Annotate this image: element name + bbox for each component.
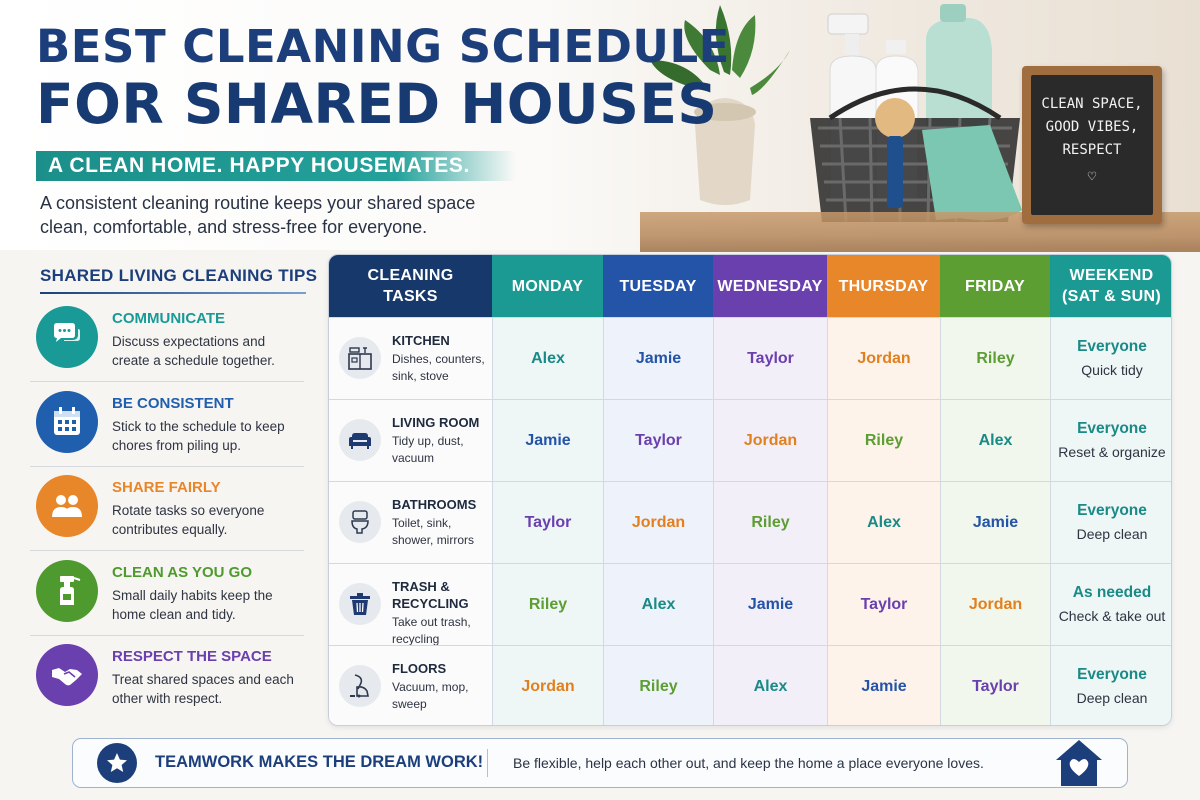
header-sublabel: (SAT & SUN) [1062,288,1161,305]
assignee-cell: Jamie [713,564,827,646]
task-description: Take out trash, recycling [392,615,471,646]
letter-board [1022,66,1162,224]
header-label: TUESDAY [619,277,697,295]
weekend-assignee: Everyone [1077,502,1147,519]
header-day [940,255,1050,317]
assignee-cell: Riley [603,646,713,726]
task-cell [329,646,492,726]
chat-bubbles-icon [36,306,98,368]
title-line-1: BEST CLEANING SCHEDULE [36,20,730,73]
tip-heading: COMMUNICATE [112,310,226,327]
header-label: CLEANING [367,267,454,284]
task-name: LIVING ROOM [392,415,480,430]
tip-item [30,467,304,551]
tip-heading: BE CONSISTENT [112,394,234,412]
header-label: WEEKEND [1069,267,1154,284]
letterboard-line-1: CLEAN SPACE, [1041,96,1143,112]
weekend-task: Reset & organize [1058,444,1166,460]
header-label: WEDNESDAY [717,277,823,295]
tagline-banner: A CLEAN HOME. HAPPY HOUSEMATES. [36,151,516,181]
assignee-cell: Riley [492,564,603,646]
people-icon [36,475,98,537]
tip-text: Stick to the schedule to keep chores from piling up. [112,418,285,453]
assignee-cell: Alex [713,646,827,726]
task-cell [329,482,492,564]
assignee-cell: Taylor [603,400,713,482]
header-day [1050,255,1172,317]
weekend-task: Quick tidy [1081,362,1143,378]
assignee-cell: Taylor [940,646,1050,726]
assignee-cell: Riley [940,318,1050,400]
task-name: FLOORS [392,661,447,676]
task-description: Toilet, sink, shower, mirrors [392,516,475,547]
header-day [492,255,603,317]
assignee-cell: Jordan [492,646,603,726]
assignee-cell: Taylor [827,564,940,646]
task-description: Vacuum, mop, sweep [392,680,469,711]
task-cell [329,564,492,646]
assignee-cell: Jamie [492,400,603,482]
calendar-icon [36,391,98,453]
kitchen-icon [339,337,381,379]
tip-text: Small daily habits keep the home clean and tidy. [112,587,273,622]
header-sublabel: TASKS [383,288,438,305]
tip-item [30,383,304,467]
toilet-icon [339,501,381,543]
tip-heading: RESPECT THE SPACE [112,648,272,665]
table-row [329,481,1172,564]
assignee-cell: Jamie [603,318,713,400]
tips-title: SHARED LIVING CLEANING TIPS [40,266,318,285]
weekend-cell [1050,318,1172,400]
star-icon [97,743,137,783]
assignee-cell: Taylor [492,482,603,564]
header-label: FRIDAY [965,277,1025,295]
footer-motto: TEAMWORK MAKES THE DREAM WORK! [155,753,484,771]
header-day [827,255,940,317]
sofa-icon [339,419,381,461]
assignee-cell: Alex [492,318,603,400]
title-line-2: FOR SHARED HOUSES [36,72,718,136]
weekend-cell [1050,482,1172,564]
weekend-cell [1050,564,1172,646]
weekend-assignee: As needed [1072,584,1152,601]
task-name: TRASH & RECYCLING [392,579,469,611]
task-cell [329,318,492,400]
header-day [603,255,713,317]
header-label: MONDAY [511,277,584,295]
weekend-task: Check & take out [1058,608,1166,624]
assignee-cell: Jamie [827,646,940,726]
spray-bottle-icon [36,560,98,622]
assignee-cell: Jordan [940,564,1050,646]
assignee-cell: Alex [940,400,1050,482]
assignee-cell: Riley [827,400,940,482]
header-day [713,255,827,317]
table-header-row [329,255,1172,317]
weekend-cell [1050,646,1172,726]
header-cleaning-tasks [329,255,492,317]
tip-item [30,636,304,720]
tip-heading: SHARE FAIRLY [112,479,221,496]
task-cell [329,400,492,482]
weekend-task: Deep clean [1076,526,1148,542]
tip-item [30,552,304,636]
vacuum-icon [339,665,381,707]
assignee-cell: Alex [827,482,940,564]
table-row [329,399,1172,482]
footer-note: Be flexible, help each other out, and keep the home a place everyone loves. [513,755,984,771]
house-heart-icon [1052,736,1106,790]
tip-item [30,298,304,382]
tip-text: Rotate tasks so everyone contributes equally. [112,503,265,537]
trash-can-icon [339,583,381,625]
tips-title-underline [40,292,306,294]
weekend-task: Deep clean [1076,690,1148,706]
task-description: Dishes, counters, sink, stove [392,352,485,383]
footer-banner [72,738,1128,788]
weekend-assignee: Everyone [1077,420,1147,437]
page-title [36,20,730,136]
table-row [329,317,1172,400]
assignee-cell: Taylor [713,318,827,400]
weekend-assignee: Everyone [1077,338,1147,355]
weekend-assignee: Everyone [1077,666,1147,683]
intro-text: A consistent cleaning routine keeps your shared space clean, comfortable, and stress-free for everyone. [40,193,476,237]
assignee-cell: Jordan [603,482,713,564]
task-name: KITCHEN [392,333,450,348]
assignee-cell: Jordan [827,318,940,400]
weekend-cell [1050,400,1172,482]
table-row [329,645,1172,726]
tip-text: Discuss expectations and create a schedule together. [112,334,275,368]
assignee-cell: Alex [603,564,713,646]
task-name: BATHROOMS [392,497,477,512]
tip-text: Treat shared spaces and each other with respect. [112,672,294,706]
table-row [329,563,1172,646]
handshake-icon [36,644,98,706]
letterboard-line-2: GOOD VIBES, [1045,119,1139,135]
assignee-cell: Riley [713,482,827,564]
letterboard-line-3: RESPECT [1062,142,1122,158]
tip-heading: CLEAN AS YOU GO [112,563,253,581]
assignee-cell: Jordan [713,400,827,482]
cleaning-schedule-table [328,254,1172,726]
heart-icon: ♡ [1087,169,1097,185]
footer-divider [487,749,488,777]
assignee-cell: Jamie [940,482,1050,564]
task-description: Tidy up, dust, vacuum [392,434,464,465]
header-label: THURSDAY [838,277,929,295]
